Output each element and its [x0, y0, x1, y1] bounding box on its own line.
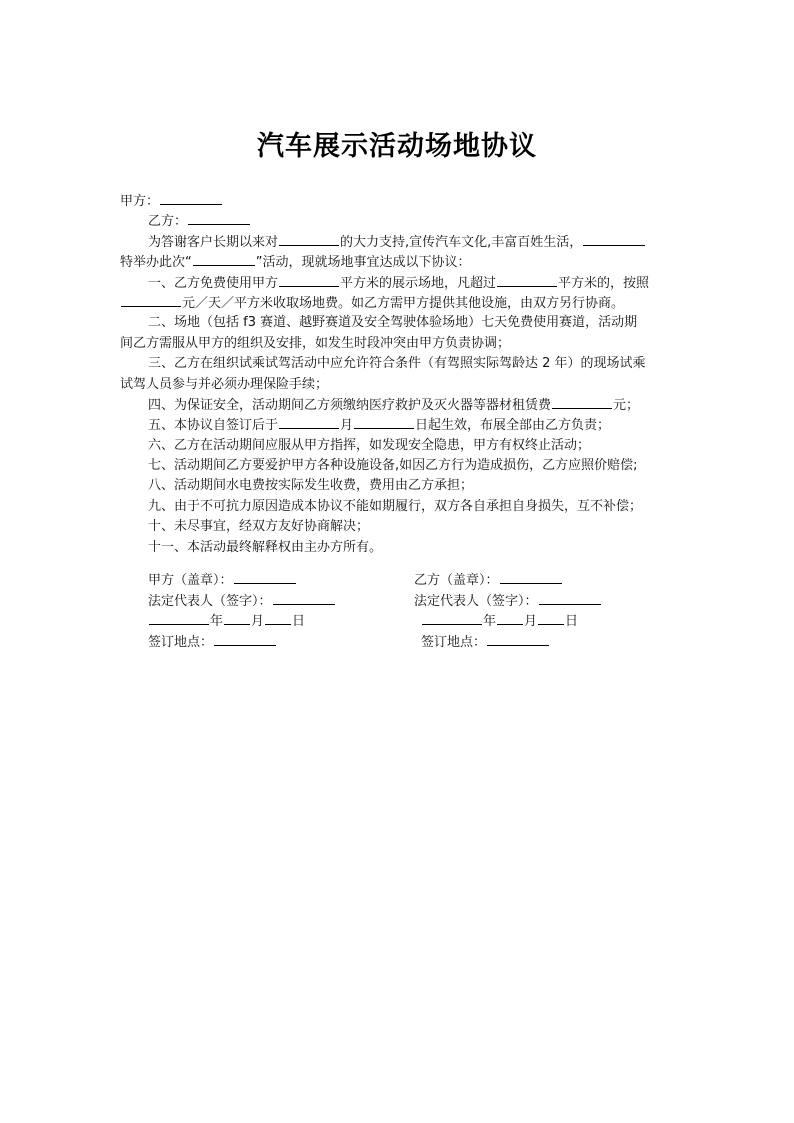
clause-2-line-1 — [120, 313, 686, 333]
intro-line-1 — [120, 232, 686, 252]
intro-line-2 — [120, 252, 686, 272]
fee-blank[interactable] — [121, 293, 181, 307]
party-b-place-blank[interactable] — [487, 632, 549, 646]
intro-text: 的大力支持,宣传汽车文化,丰富百姓生活， — [340, 234, 583, 250]
event-name-blank[interactable] — [193, 252, 255, 266]
party-b-rep-blank[interactable] — [539, 591, 601, 605]
clause-text: 四、为保证安全，活动期间乙方须缴纳医疗救护及灭火器等器材租赁费 — [148, 397, 552, 413]
clause-10 — [120, 517, 686, 537]
party-b-rep-line — [414, 590, 602, 609]
clause-text: 八、活动期间水电费按实际发生收费，费用由乙方承担； — [148, 478, 474, 494]
clause-text: 三、乙方在组织试乘试驾活动中应允许符合条件（有驾照实际驾龄达 2 年）的现场试乘 — [148, 356, 646, 372]
year-label: 年 — [210, 614, 224, 629]
intro-text: 为答谢客户长期以来对 — [148, 234, 279, 250]
party-a-month-blank[interactable] — [224, 611, 250, 625]
supporter-blank[interactable] — [279, 232, 339, 246]
party-a-rep-blank[interactable] — [273, 591, 335, 605]
party-b-seal-line — [414, 569, 563, 588]
month-label: 月 — [524, 614, 538, 629]
clause-text: 九、由于不可抗力原因造成本协议不能如期履行，双方各自承担自身损失，互不补偿； — [148, 498, 643, 514]
clause-text: 日起生效，布展全部由乙方负责； — [415, 418, 611, 434]
clause-4 — [120, 395, 686, 415]
clause-text: 间乙方需服从甲方的组织及安排，如发生时段冲突由甲方负责协调； — [120, 335, 511, 351]
excess-area-blank[interactable] — [497, 273, 557, 287]
party-a-seal-label: 甲方（盖章）： — [148, 573, 233, 588]
party-a-blank[interactable] — [160, 191, 222, 205]
clause-5 — [120, 415, 686, 435]
clause-9 — [120, 497, 686, 517]
clause-text: 七、活动期间乙方要爱护甲方各种设施设备,如因乙方行为造成损伤，乙方应照价赔偿; — [148, 458, 638, 474]
clause-text: 月 — [340, 418, 354, 434]
organizer-blank[interactable] — [583, 232, 645, 246]
year-label: 年 — [483, 614, 497, 629]
clause-text: 二、场地（包括 f3 赛道、越野赛道及安全驾驶体验场地）七天免费使用赛道，活动期 — [148, 315, 638, 331]
party-b-date-line — [421, 610, 578, 629]
clause-7 — [120, 456, 686, 476]
party-a-year-blank[interactable] — [149, 611, 209, 625]
day-label: 日 — [565, 614, 579, 629]
clause-8 — [120, 476, 686, 496]
clause-2-line-2 — [120, 334, 686, 354]
party-a-seal-line — [148, 569, 297, 588]
party-b-day-blank[interactable] — [538, 611, 564, 625]
party-a-line — [120, 191, 686, 211]
party-a-day-blank[interactable] — [265, 611, 291, 625]
effective-month-blank[interactable] — [279, 415, 339, 429]
rental-fee-blank[interactable] — [552, 395, 612, 409]
clause-text: 十、未尽事宜，经双方友好协商解决； — [148, 519, 370, 535]
clause-text: 试驾人员参与并必须办理保险手续； — [120, 376, 329, 392]
document-title: 汽车展示活动场地协议 — [257, 131, 537, 162]
area-blank[interactable] — [279, 273, 339, 287]
clause-text: 一、乙方免费使用甲方 — [148, 275, 279, 291]
intro-text: 特举办此次“ — [120, 255, 192, 271]
party-a-label: 甲方： — [120, 194, 160, 209]
party-b-month-blank[interactable] — [497, 611, 523, 625]
day-label: 日 — [292, 614, 306, 629]
party-b-label: 乙方： — [148, 214, 188, 230]
party-a-seal-blank[interactable] — [234, 570, 296, 584]
party-b-place-line — [421, 631, 550, 650]
clause-text: 六、乙方在活动期间应服从甲方指挥，如发现安全隐患，甲方有权终止活动； — [148, 437, 591, 453]
party-a-date-line — [148, 610, 305, 629]
clause-text: 元； — [613, 397, 640, 413]
clause-1-line-2 — [120, 293, 686, 313]
party-b-place-label: 签订地点： — [421, 635, 487, 650]
clause-6 — [120, 436, 686, 456]
clause-11 — [120, 538, 686, 558]
party-b-line — [120, 211, 686, 231]
party-a-place-label: 签订地点： — [148, 635, 214, 650]
party-a-place-line — [148, 631, 277, 650]
party-b-blank[interactable] — [188, 211, 250, 225]
clause-text: 元／天／平方米收取场地费。如乙方需甲方提供其他设施，由双方另行协商。 — [182, 295, 625, 311]
party-b-seal-label: 乙方（盖章）： — [414, 573, 499, 588]
party-a-rep-line — [148, 590, 336, 609]
clause-3-line-2 — [120, 375, 686, 395]
clause-text: 十一、本活动最终解释权由主办方所有。 — [148, 539, 383, 555]
party-a-place-blank[interactable] — [214, 632, 276, 646]
intro-text: ”活动，现就场地事宜达成以下协议： — [255, 255, 471, 271]
party-a-rep-label: 法定代表人（签字）： — [148, 594, 272, 609]
party-b-seal-blank[interactable] — [500, 570, 562, 584]
clause-1-line-1 — [120, 273, 686, 293]
agreement-body — [120, 191, 686, 558]
effective-day-blank[interactable] — [354, 415, 414, 429]
party-b-year-blank[interactable] — [422, 611, 482, 625]
clause-3-line-1 — [120, 354, 686, 374]
month-label: 月 — [251, 614, 265, 629]
clause-text: 五、本协议自签订后于 — [148, 418, 279, 434]
clause-text: 平方米的展示场地，凡超过 — [340, 275, 497, 291]
party-b-rep-label: 法定代表人（签字）： — [414, 594, 538, 609]
clause-text: 平方米的，按照 — [558, 275, 650, 291]
